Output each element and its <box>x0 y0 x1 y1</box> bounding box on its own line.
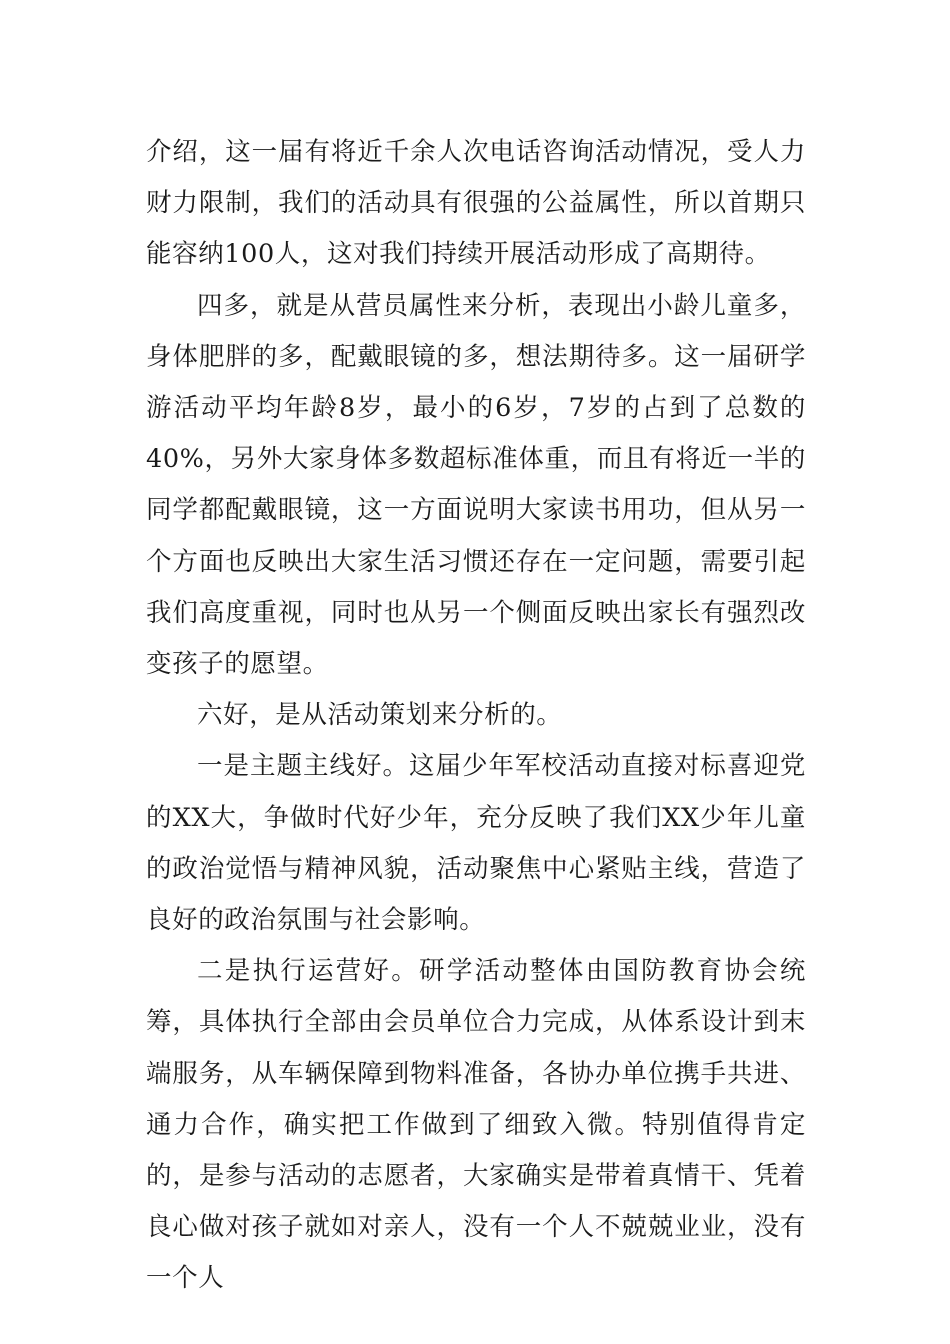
document-body <box>146 127 806 1305</box>
paragraph-six-good: 六好，是从活动策划来分析的。 <box>197 700 563 731</box>
paragraph-theme-good: 一是主题主线好。这届少年军校活动直接对标喜迎党的XX大，争做时代好少年，充分反映了我们XX少年儿童的政治觉悟与精神风貌，活动聚焦中心紧贴主线，营造了良好的政治氛围与社会影响。 <box>146 751 806 936</box>
paragraph-execution-good: 二是执行运营好。研学活动整体由国防教育协会统筹，具体执行全部由会员单位合力完成，从体系设计到末端服务，从车辆保障到物料准备，各协办单位携手共进、通力合作，确实把工作做到了细致入微。特别值得肯定的，是参与活动的志愿者，大家确实是带着真情干、凭着良心做对孩子就如对亲人，没有一个人不兢兢业业，没有一个人 <box>146 956 806 1294</box>
paragraph-four-more: 四多，就是从营员属性来分析，表现出小龄儿童多，身体肥胖的多，配戴眼镜的多，想法期待多。这一届研学游活动平均年龄8岁，最小的6岁，7岁的占到了总数的40%，另外大家身体多数超标准体重，而且有将近一半的同学都配戴眼镜，这一方面说明大家读书用功，但从另一个方面也反映出大家生活习惯还存在一定问题，需要引起我们高度重视，同时也从另一个侧面反映出家长有强烈改变孩子的愿望。 <box>146 290 806 680</box>
paragraph-intro-continued: 介绍，这一届有将近千余人次电话咨询活动情况，受人力财力限制，我们的活动具有很强的公益属性，所以首期只能容纳100人，这对我们持续开展活动形成了高期待。 <box>146 137 806 270</box>
